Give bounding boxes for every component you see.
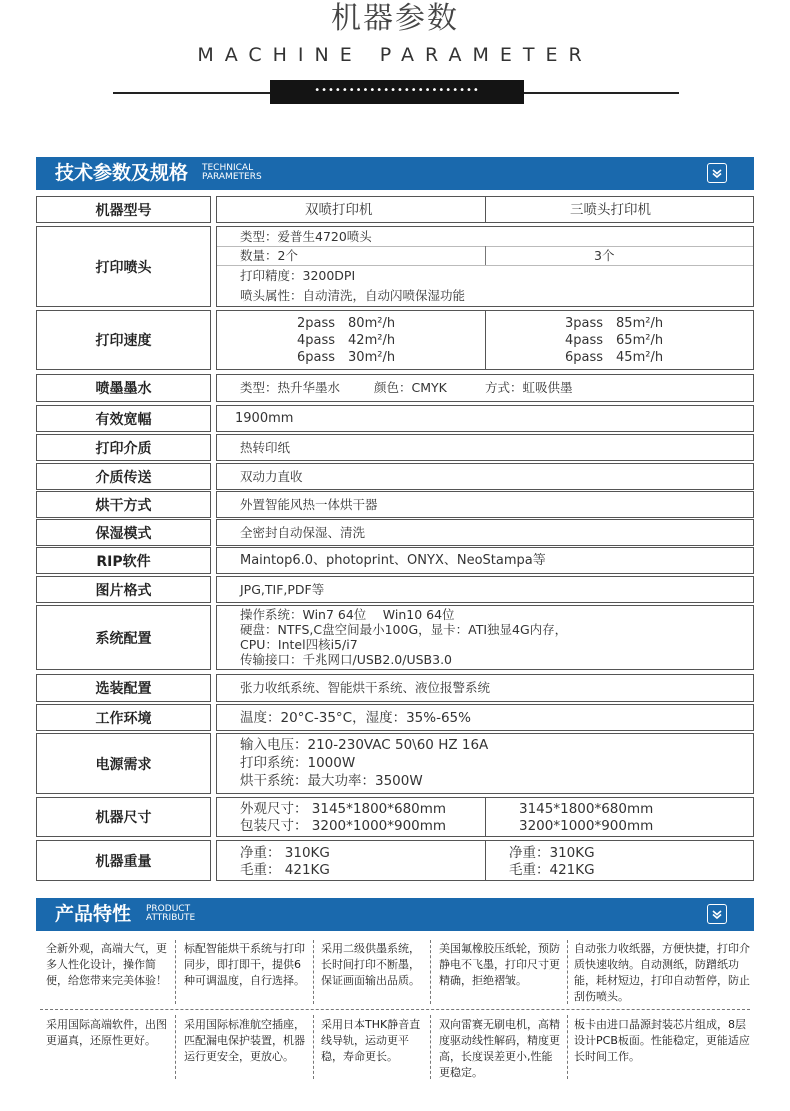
feature-section-en-line2: ATTRIBUTE	[146, 913, 196, 923]
ink-color: 颜色：CMYK	[374, 380, 447, 395]
feature-item: 全新外观，高端大气，更多人性化设计，操作简便，给您带来完美体验！	[46, 942, 167, 987]
spec-label: 机器重量	[36, 840, 211, 881]
spec-label: 有效宽幅	[36, 405, 211, 432]
speed-col1-line: 4pass 42m²/h	[297, 333, 396, 348]
head-qty2: 3个	[594, 248, 615, 263]
spec-label: 打印介质	[36, 434, 211, 461]
spec-row-power	[36, 733, 754, 794]
spec-row-print-speed	[36, 310, 754, 370]
power-line: 输入电压：210-230VAC 50\60 HZ 16A	[240, 737, 489, 753]
spec-row-transport	[36, 463, 754, 490]
spec-label: 机器尺寸	[36, 797, 211, 837]
spec-section-en-line2: PARAMETERS	[202, 172, 262, 182]
spec-label: RIP软件	[36, 547, 211, 574]
speed-col1-line: 2pass 80m²/h	[297, 316, 396, 331]
spec-value: 热转印纸	[240, 440, 291, 455]
system-line: 传输接口：千兆网口/USB2.0/USB3.0	[240, 652, 452, 667]
spec-label: 系统配置	[36, 605, 211, 670]
feature-section-title: 产品特性	[55, 903, 132, 925]
spec-row-width	[36, 405, 754, 432]
spec-row-environment	[36, 704, 754, 731]
size-col2-line: 3200*1000*900mm	[519, 818, 654, 834]
feature-item: 板卡由进口晶源封装芯片组成，8层设计PCB板面。性能稳定，更能适应长时间工作。	[574, 1018, 750, 1063]
feature-item: 采用日本THK静音直线导轨，运动更平稳，寿命更长。	[321, 1018, 421, 1063]
spec-row-moisture	[36, 519, 754, 546]
spec-label: 图片格式	[36, 576, 211, 603]
weight-col2-line: 毛重：421KG	[509, 862, 595, 878]
power-line: 烘干系统：最大功率：3500W	[240, 773, 423, 789]
spec-value: 双动力直收	[240, 469, 303, 484]
spec-value: JPG,TIF,PDF等	[240, 582, 325, 597]
spec-row-media	[36, 434, 754, 461]
power-line: 打印系统：1000W	[240, 755, 356, 771]
page-subtitle: MACHINE PARAMETER	[197, 44, 593, 66]
head-precision: 打印精度：3200DPI	[240, 268, 356, 283]
spec-section-en-line1: TECHNICAL	[202, 163, 254, 173]
spec-label: 选装配置	[36, 674, 211, 702]
feature-section-bar	[36, 898, 754, 931]
size-col1-line: 包装尺寸： 3200*1000*900mm	[240, 818, 447, 834]
spec-value: 1900mm	[235, 411, 294, 426]
system-line: 操作系统：Win7 64位 Win10 64位	[240, 607, 455, 622]
feature-item: 美国氟橡胶压纸轮，预防静电不飞墨，打印尺寸更精确，拒绝褶皱。	[439, 942, 560, 987]
speed-col2-line: 6pass 45m²/h	[565, 350, 664, 365]
spec-section-en-title	[202, 164, 282, 182]
ink-mode: 方式：虹吸供墨	[485, 380, 573, 395]
size-col1-line: 外观尺寸： 3145*1800*680mm	[240, 801, 447, 817]
speed-col2-line: 3pass 85m²/h	[565, 316, 664, 331]
head-qty: 数量：2个	[240, 248, 298, 263]
feature-item: 标配智能烘干系统与打印同步，即打即干，提供6种可调温度，自行选择。	[184, 942, 305, 987]
spec-row-weight	[36, 840, 754, 881]
feature-item: 双向雷赛无刷电机，高精度驱动线性解码，精度更高，长度误差更小,性能更稳定。	[439, 1018, 560, 1079]
spec-row-system	[36, 605, 754, 670]
spec-label: 保湿模式	[36, 519, 211, 546]
spec-label: 介质传送	[36, 463, 211, 490]
speed-col2-line: 4pass 65m²/h	[565, 333, 664, 348]
model-col1: 双喷打印机	[305, 202, 373, 218]
model-col2: 三喷头打印机	[570, 202, 651, 218]
feature-item: 采用二级供墨系统，长时间打印不断墨，保证画面输出品质。	[321, 942, 420, 987]
page-title: 机器参数	[331, 1, 459, 36]
spec-row-model	[36, 196, 754, 223]
spec-value: 外置智能风热一体烘干器	[240, 497, 378, 512]
head-type: 类型：爱普生4720喷头	[240, 229, 372, 244]
ink-type: 类型：热升华墨水	[240, 380, 341, 395]
spec-label: 烘干方式	[36, 491, 211, 518]
feature-section-en-line1: PRODUCT	[146, 904, 191, 914]
spec-row-rip	[36, 547, 754, 574]
spec-row-options	[36, 674, 754, 702]
chevron-down-icon[interactable]	[707, 904, 727, 924]
chevron-down-icon[interactable]	[707, 163, 727, 183]
feature-item: 采用国际标准航空插座，匹配漏电保护装置，机器运行更安全，更放心。	[184, 1018, 305, 1063]
spec-label: 机器型号	[36, 196, 211, 223]
spec-label: 电源需求	[36, 733, 211, 794]
weight-col1-line: 净重： 310KG	[240, 845, 330, 861]
feature-grid	[36, 937, 754, 1087]
speed-col1-line: 6pass 30m²/h	[297, 350, 396, 365]
feature-item: 采用国际高端软件，出图更逼真，还原性更好。	[46, 1018, 167, 1047]
spec-row-format	[36, 576, 754, 603]
spec-value: 张力收纸系统、智能烘干系统、液位报警系统	[240, 680, 491, 695]
system-line: 硬盘：NTFS,C盘空间最小100G，显卡：ATI独显4G内存，	[240, 622, 568, 637]
size-col2-line: 3145*1800*680mm	[519, 801, 654, 817]
spec-label: 喷墨墨水	[36, 374, 211, 402]
spec-row-ink	[36, 374, 754, 402]
spec-row-print-head	[36, 226, 754, 307]
spec-value: 温度：20°C-35°C，湿度：35%-65%	[240, 710, 471, 726]
spec-label: 工作环境	[36, 704, 211, 731]
spec-label: 打印喷头	[36, 226, 211, 307]
header-bar-dots: ••••••••••••••••••••••••	[314, 85, 480, 96]
system-line: CPU：Intel四核i5/i7	[240, 637, 358, 652]
spec-section-bar	[36, 157, 754, 190]
spec-row-size	[36, 797, 754, 837]
feature-item: 自动张力收纸器，方便快捷，打印介质快速收纳。自动测纸，防蹭纸功能，耗材短边，打印自动暂停，防止刮伤喷头。	[574, 942, 750, 1003]
spec-label: 打印速度	[36, 310, 211, 370]
weight-col2-line: 净重：310KG	[509, 845, 595, 861]
spec-section-title: 技术参数及规格	[55, 162, 189, 184]
head-attr: 喷头属性：自动清洗，自动闪喷保湿功能	[240, 288, 466, 303]
weight-col1-line: 毛重： 421KG	[240, 862, 330, 878]
spec-value: Maintop6.0、photoprint、ONYX、NeoStampa等	[240, 553, 546, 568]
feature-section-en-title	[146, 905, 226, 923]
spec-value: 全密封自动保湿、清洗	[240, 525, 366, 540]
spec-row-drying	[36, 491, 754, 518]
header-bar	[270, 80, 524, 104]
